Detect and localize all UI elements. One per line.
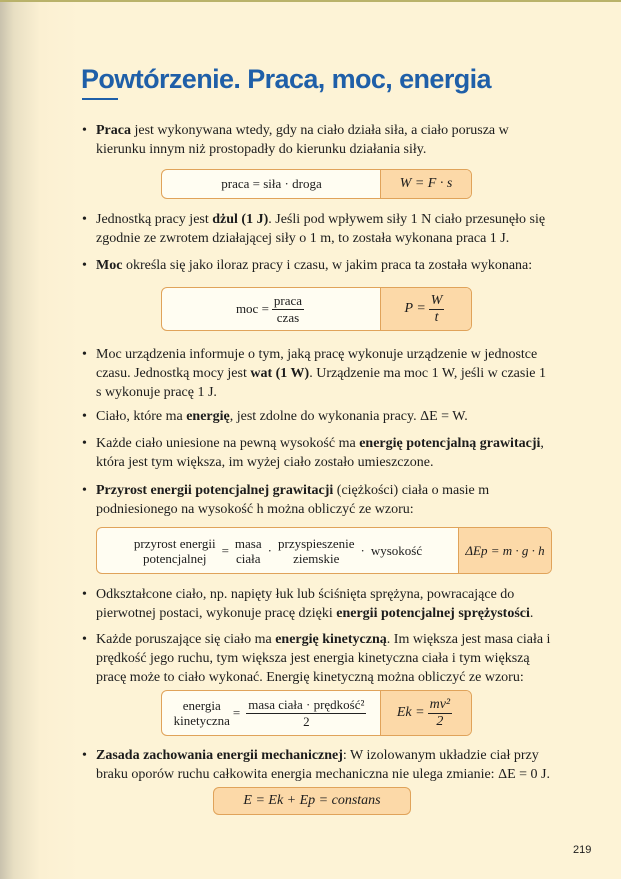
fraction-numerator: praca: [273, 292, 303, 308]
page-title: Powtórzenie. Praca, moc, energia: [81, 64, 491, 94]
bullet-potential-energy: [82, 434, 552, 472]
bullet-text: Moc urządzenia informuje o tym, jaką pracę wykonuje urządzenie w jednostce czasu. Jednostką mocy jest: [96, 347, 538, 381]
top-border-line: [0, 0, 621, 2]
bullet-energy-definition: [82, 407, 552, 426]
fraction-numerator: mv²: [429, 696, 451, 712]
pot-term-mass: [235, 536, 262, 566]
term-line: ziemskie: [293, 550, 340, 566]
power-symbol-fraction: [429, 294, 445, 325]
bullet-text: (ciężkości) ciała o masie m podniesionego na wysokość h można obliczyć ze wzoru:: [96, 483, 490, 517]
kin-term-energy: [174, 698, 230, 728]
bold-term: Praca: [96, 123, 131, 138]
bullet-text: Każde ciało uniesione na pewną wysokość ma: [96, 436, 360, 451]
kinetic-energy-formula-box: [161, 690, 472, 736]
bold-term: energię kinetyczną: [275, 632, 387, 647]
equals-sign: =: [232, 705, 241, 720]
bold-term: Przyrost energii potencjalnej grawitacji: [96, 483, 334, 498]
pot-term-gravity: [278, 536, 355, 566]
bullet-kinetic-energy: [82, 630, 552, 687]
bullet-elastic-energy: [82, 585, 552, 623]
bold-term: energii potencjalnej sprężystości: [336, 606, 530, 621]
bullet-text: Każde poruszające się ciało ma: [96, 632, 276, 647]
term-line: przyspieszenie: [277, 535, 355, 551]
bullet-joule-unit: [82, 210, 552, 248]
term-line: potencjalnej: [142, 550, 207, 566]
bullet-potential-increase: [82, 481, 552, 519]
title-underline: [82, 98, 118, 100]
potential-energy-formula-box: [96, 527, 552, 574]
term-line: ciała: [236, 550, 261, 566]
work-formula-box: [161, 169, 472, 199]
pot-term-increase: [134, 536, 216, 566]
fraction-numerator: W: [430, 292, 443, 308]
bold-term: Zasada zachowania energii mechanicznej: [96, 748, 343, 763]
fraction-denominator: t: [434, 309, 439, 325]
fraction-denominator: 2: [436, 713, 444, 729]
bullet-text: . Urządzenie ma moc 1 W, jeśli w czasie 1 s wykonuje pracę 1 J.: [96, 366, 546, 400]
pot-term-height: wysokość: [370, 542, 423, 558]
power-symbol-lhs: P =: [404, 301, 426, 316]
term-line: kinetyczna: [173, 713, 230, 728]
bullet-text: określa się jako iloraz pracy i czasu, w jakim praca ta została wykonana:: [122, 258, 533, 273]
multiply-dot: ·: [360, 542, 365, 558]
bullet-power-definition: [82, 256, 552, 275]
term-line: energia: [182, 698, 221, 713]
bullet-energy-conservation: [82, 746, 552, 784]
kinetic-symbol-fraction: [428, 698, 453, 729]
kinetic-symbol-lhs: Ek =: [396, 705, 425, 720]
bullet-text: . Jeśli pod wpływem siły 1 N ciało przesunęło się zgodnie ze zwrotem działającej siły o 1 m, to została wykonana praca 1 J.: [96, 212, 546, 246]
power-formula-symbol: [380, 288, 471, 330]
bullet-text: Ciało, które ma: [96, 409, 187, 424]
fraction-denominator: czas: [276, 309, 300, 325]
potential-formula-symbol: ΔEp = m · g · h: [458, 528, 551, 573]
kinetic-fraction: [246, 698, 366, 729]
bold-term: energię potencjalną grawitacji: [359, 436, 541, 451]
bullet-power-unit: [82, 345, 552, 402]
bullet-text: , która jest tym większa, im wyżej ciało zostało umieszczone.: [96, 436, 544, 470]
bold-term: energię: [186, 409, 230, 424]
equals-sign: =: [221, 542, 229, 558]
conservation-formula: E = Ek + Ep = constans: [243, 793, 381, 808]
bullet-text: , jest zdolne do wykonania pracy. ΔE = W.: [229, 409, 468, 424]
multiply-dot: ·: [267, 542, 272, 558]
kinetic-formula-symbol: [380, 691, 471, 735]
bullet-text: . Im większa jest masa ciała i prędkość jego ruchu, tym większa jest energia kinetyczna ciała i tym większą pracę może to ciało wykonać. Energię kinetyczną można obliczyć ze wzoru:: [96, 632, 551, 685]
power-lhs: moc =: [235, 301, 269, 316]
bullet-text: .: [529, 606, 534, 621]
bullet-text: jest wykonywana wtedy, gdy na ciało działa siła, a ciało porusza w kierunku innym niż prostopadły do kierunku działania siły.: [96, 123, 509, 157]
power-formula-box: [161, 287, 472, 331]
bullet-text: : W izolowanym układzie ciał przy braku oporów ruchu całkowita energia mechaniczna nie ulega zmianie: ΔE = 0 J.: [96, 748, 550, 782]
power-fraction: [272, 294, 304, 325]
bullet-work-definition: [82, 121, 552, 159]
term-line: przyrost energii: [133, 535, 216, 551]
kinetic-formula-words: [162, 691, 381, 735]
bold-term: Moc: [96, 258, 123, 273]
fraction-denominator: 2: [303, 713, 310, 729]
work-formula-symbol: W = F · s: [380, 170, 471, 198]
conservation-formula-box: [213, 787, 411, 815]
term-line: masa: [234, 535, 262, 551]
power-formula-words: [162, 288, 381, 330]
bold-term: wat (1 W): [250, 366, 310, 381]
work-formula-words: praca = siła · droga: [221, 176, 322, 191]
page-number: 219: [573, 844, 592, 856]
bold-term: dżul (1 J): [212, 212, 269, 227]
potential-formula-words: [97, 528, 459, 573]
fraction-numerator: masa ciała · prędkość²: [248, 696, 365, 712]
bullet-text: Odkształcone ciało, np. napięty łuk lub ściśnięta sprężyna, powracające do pierwotnej postaci, wykonuje pracę dzięki: [96, 587, 515, 621]
bullet-text: Jednostką pracy jest: [96, 212, 213, 227]
